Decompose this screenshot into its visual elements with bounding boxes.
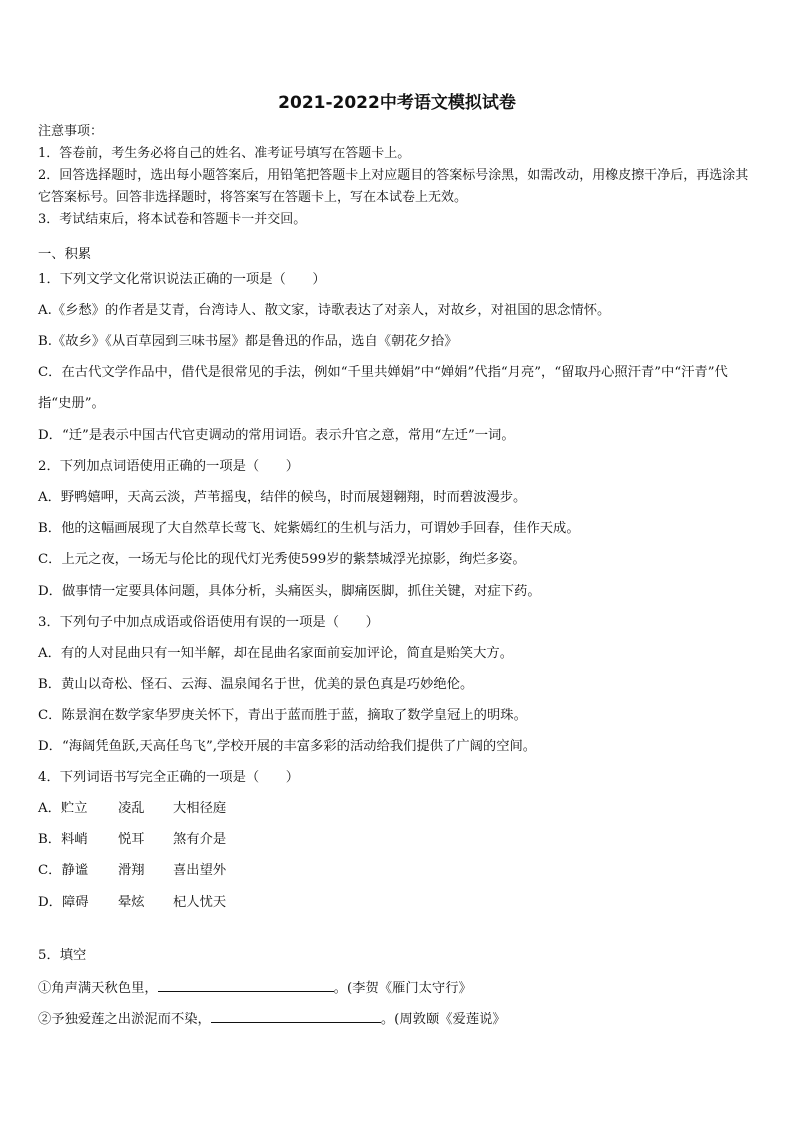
q4-option-d-word-3: 杞人忧天 — [173, 895, 227, 910]
q4-option-d-word-1: D．障碍 — [38, 895, 89, 910]
q2-stem: 2．下列加点词语使用正确的一项是（ ） — [38, 459, 300, 474]
q5-item-2-blank[interactable] — [211, 1008, 381, 1023]
q5-item-1-text: ①角声满天秋色里， — [38, 981, 158, 996]
notice-heading: 注意事项： — [38, 124, 104, 139]
notice-block — [38, 121, 760, 231]
q2-option-d: D．做事情一定要具体问题，具体分析，头痛医头，脚痛医脚，抓住关键，对症下药。 — [38, 584, 541, 599]
q4-option-a-word-3: 大相径庭 — [173, 801, 227, 816]
section-heading: 一、积累 — [38, 247, 92, 262]
q1-stem: 1．下列文学文化常识说法正确的一项是（ ） — [38, 272, 326, 287]
q3-option-c: C．陈景润在数学家华罗庚关怀下，青出于蓝而胜于蓝，摘取了数学皇冠上的明珠。 — [38, 708, 527, 723]
page-title: 2021-2022中考语文模拟试卷 — [278, 93, 516, 113]
q5-item-1-blank[interactable] — [158, 977, 334, 992]
notice-item-2: 2．回答选择题时，选出每小题答案后，用铅笔把答题卡上对应题目的答案标号涂黑，如需改动，用橡皮擦干净后，再选涂其它答案标号。回答非选择题时，将答案写在答题卡上，写在本试卷上无效。 — [38, 168, 749, 205]
q3-option-b: B．黄山以奇松、怪石、云海、温泉闻名于世，优美的景色真是巧妙绝伦。 — [38, 677, 474, 692]
q4-option-c — [38, 861, 226, 881]
q5-item-2 — [38, 1008, 506, 1030]
q4-option-a-word-2: 凌乱 — [118, 801, 145, 816]
q1-option-a: A.《乡愁》的作者是艾青，台湾诗人、散文家，诗歌表达了对亲人，对故乡，对祖国的思念情怀。 — [38, 303, 611, 318]
notice-item-3: 3．考试结束后，将本试卷和答题卡一并交回。 — [38, 212, 307, 227]
q4-option-b — [38, 830, 226, 850]
q4-option-d — [38, 893, 226, 913]
q2-option-c: C．上元之夜，一场无与伦比的现代灯光秀使599岁的紫禁城浮光掠影，绚烂多姿。 — [38, 552, 526, 567]
q5-stem: 5．填空 — [38, 948, 87, 963]
q4-option-b-word-1: B．料峭 — [38, 832, 88, 847]
q5-item-2-source: 。(周敦颐《爱莲说》 — [380, 1012, 506, 1027]
q4-option-d-word-2: 晕炫 — [118, 895, 145, 910]
q1-option-b: B.《故乡》《从百草园到三味书屋》都是鲁迅的作品，选自《朝花夕拾》 — [38, 334, 458, 349]
q4-option-a-word-1: A．贮立 — [38, 801, 88, 816]
q4-option-c-word-1: C．静谧 — [38, 863, 89, 878]
q1-option-c: C．在古代文学作品中，借代是很常见的手法，例如“千里共婵娟”中“婵娟”代指“月亮”，“留取丹心照汗青”中“汗青”代指“史册”。 — [38, 365, 728, 411]
q4-option-c-word-2: 滑翔 — [118, 863, 145, 878]
q2-option-a: A．野鸭嬉呷，天高云淡，芦苇摇曳，结伴的候鸟，时而展翅翱翔，时而碧波漫步。 — [38, 490, 527, 505]
q3-option-d: D．“海阔凭鱼跃,天高任鸟飞”,学校开展的丰富多彩的活动给我们提供了广阔的空间。 — [38, 739, 537, 754]
q5-item-1 — [38, 977, 472, 999]
q4-option-b-word-2: 悦耳 — [118, 832, 145, 847]
q5-item-1-source: 。(李贺《雁门太守行》 — [333, 981, 472, 996]
q4-option-c-word-3: 喜出望外 — [173, 863, 227, 878]
q5-item-2-text: ②予独爱莲之出淤泥而不染， — [38, 1012, 211, 1027]
q1-option-d: D．“迁”是表示中国古代官吏调动的常用词语。表示升官之意，常用“左迁”一词。 — [38, 428, 515, 443]
q3-option-a: A．有的人对昆曲只有一知半解，却在昆曲名家面前妄加评论，简直是贻笑大方。 — [38, 646, 513, 661]
q3-stem: 3．下列句子中加点成语或俗语使用有误的一项是（ ） — [38, 615, 379, 630]
q4-option-a — [38, 799, 226, 819]
q2-option-b: B．他的这幅画展现了大自然草长莺飞、姹紫嫣红的生机与活力，可谓妙手回春，佳作天成。 — [38, 521, 580, 536]
q4-option-b-word-3: 煞有介是 — [173, 832, 227, 847]
notice-item-1: 1．答卷前，考生务必将自己的姓名、准考证号填写在答题卡上。 — [38, 146, 411, 161]
q4-stem: 4．下列词语书写完全正确的一项是（ ） — [38, 770, 300, 785]
